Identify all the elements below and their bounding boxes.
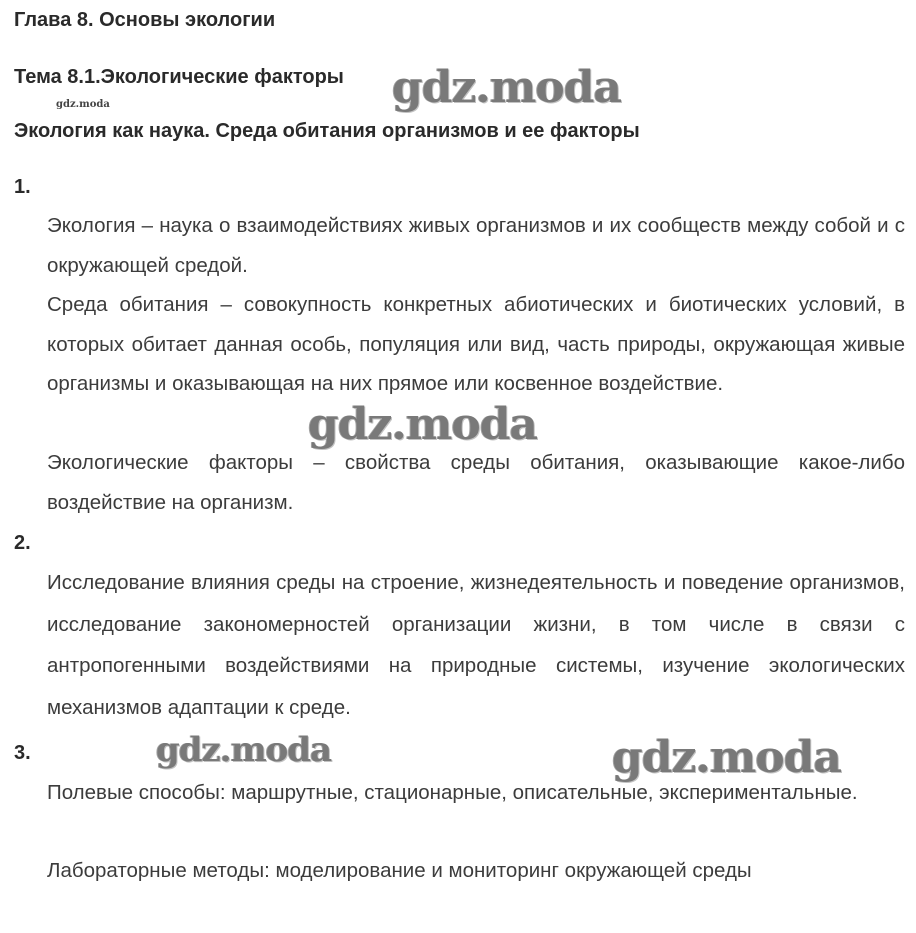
answer-number-3: 3. [14,742,31,764]
answer-1-paragraph-1: Экология – наука о взаимодействиях живых организмов и их сообществ между собой и с окружающей средой. [47,214,905,277]
answer-number-1: 1. [14,176,31,198]
watermark-top: gdz.moda [392,62,622,113]
watermark-lower-right: gdz.moda [612,732,842,783]
watermark-small: gdz.moda [56,99,110,110]
chapter-title: Глава 8. Основы экологии [14,9,276,31]
section-title: Экология как наука. Среда обитания организмов и ее факторы [14,120,640,142]
watermark-middle: gdz.moda [308,399,538,450]
answer-number-2: 2. [14,532,31,554]
answer-2-paragraph-1: Исследование влияния среды на строение, жизнедеятельность и поведение организмов, исследование закономерностей организации жизни, в том числе в связи с антропогенными воздействиями на природные системы, изучение экологических механизмов адаптации к среде. [47,571,905,719]
answer-3-paragraph-1: Полевые способы: маршрутные, стационарные, описательные, экспериментальные. [47,781,858,804]
topic-title: Тема 8.1.Экологические факторы [14,66,344,88]
answer-3-paragraph-2: Лабораторные методы: моделирование и мониторинг окружающей среды [47,859,752,882]
watermark-lower-left: gdz.moda [156,730,332,770]
answer-1-paragraph-2: Среда обитания – совокупность конкретных абиотических и биотических условий, в которых обитает данная особь, популяция или вид, часть природы, окружающая живые организмы и оказывающая на них прямое или косвенное воздействие. [47,293,905,395]
answer-1-paragraph-3: Экологические факторы – свойства среды обитания, оказывающие какое-либо воздействие на организм. [47,451,905,514]
